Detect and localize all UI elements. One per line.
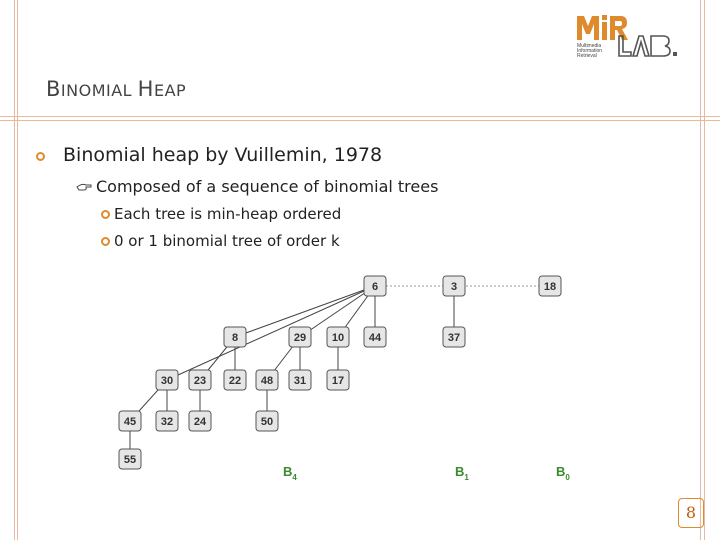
title-eap: EAP [153, 81, 187, 100]
node-37 [443, 327, 465, 347]
bullet-level3-a: Each tree is min-heap ordered [114, 205, 342, 223]
svg-text:17: 17 [331, 375, 345, 387]
svg-text:18: 18 [543, 281, 557, 293]
svg-text:45: 45 [123, 416, 137, 428]
node-55 [119, 449, 141, 469]
node-31 [289, 370, 311, 390]
node-44 [364, 327, 386, 347]
node-23 [189, 370, 211, 390]
node-18 [539, 276, 561, 296]
node-17 [327, 370, 349, 390]
svg-text:8: 8 [231, 332, 239, 344]
svg-text:31: 31 [293, 375, 307, 387]
title-cap-h: H [137, 77, 154, 101]
svg-text:50: 50 [260, 416, 274, 428]
node-32 [156, 411, 178, 431]
svg-text:44: 44 [368, 332, 382, 344]
node-22 [224, 370, 246, 390]
node-48 [256, 370, 278, 390]
svg-text:29: 29 [293, 332, 307, 344]
node-30 [156, 370, 178, 390]
title-cap-b: B [46, 77, 61, 101]
svg-text:24: 24 [193, 416, 207, 428]
svg-text:23: 23 [193, 375, 207, 387]
svg-text:10: 10 [331, 332, 345, 344]
svg-text:6: 6 [371, 281, 379, 293]
svg-text:30: 30 [160, 375, 174, 387]
node-10 [327, 327, 349, 347]
node-3 [443, 276, 465, 296]
node-24 [189, 411, 211, 431]
svg-text:22: 22 [228, 375, 242, 387]
node-50 [256, 411, 278, 431]
node-8 [224, 327, 246, 347]
svg-text:32: 32 [160, 416, 174, 428]
svg-text:37: 37 [447, 332, 461, 344]
bullet-level2: Composed of a sequence of binomial trees [96, 177, 439, 196]
node-45 [119, 411, 141, 431]
svg-text:3: 3 [450, 281, 458, 293]
page-number: 8 [678, 498, 704, 528]
bullet-level3-b: 0 or 1 binomial tree of order k [114, 232, 340, 250]
node-6 [364, 276, 386, 296]
tree-label-b1: $B_1$ [455, 464, 469, 482]
svg-text:55: 55 [123, 454, 137, 466]
tree-label-b0: $B_0$ [556, 464, 570, 482]
bullet-level1: Binomial heap by Vuillemin, 1978 [63, 144, 383, 166]
logo-sub-1: Multimedia [577, 43, 602, 49]
logo-sub-3: Retrieval [577, 53, 597, 58]
tree-label-b4: $B_4$ [283, 464, 297, 482]
svg-text:48: 48 [260, 375, 274, 387]
logo-sub-2: Information [577, 48, 603, 54]
title-inomial: INOMIAL [60, 81, 138, 100]
node-29 [289, 327, 311, 347]
